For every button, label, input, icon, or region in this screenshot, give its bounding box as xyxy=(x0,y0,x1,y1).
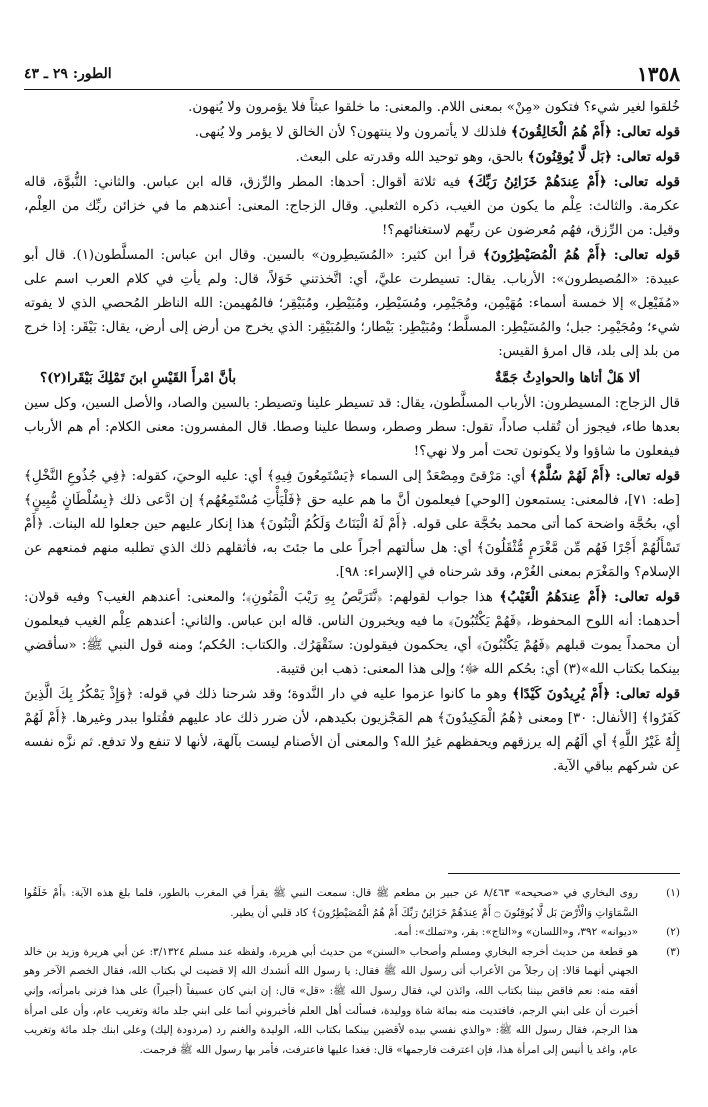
paragraph: قوله تعالى: ﴿بَل لَّا يُوقِنُونَ﴾ بالحق، وهو توحيد الله وقدرته على البعث. xyxy=(295,149,680,165)
main-text xyxy=(24,96,680,779)
hemistich-second: بأنَّ امْرأَ القَيْسِ ابنَ تَمْلِكَ بَيْقَرا(٢)؟ xyxy=(40,370,237,386)
paragraph: قوله تعالى: ﴿أَمْ لَهُمْ سُلَّمٌ﴾ أي: مَرْقىً ومِصْعَدٌ إلى السماء ﴿يَسْتَمِعُونَ فِيهِ﴾ أي: عليه الوحيَ، كقوله: ﴿فِي جُذُوعِ النَّخْلِ﴾ [طه: ٧١]، فالمعنى: يستمعون [الوحي] فيعلمون أنَّ ما هم عليه حق ﴿فَلْيَأْتِ مُسْتَمِعُهُم﴾ إن ادَّعى ذلك ﴿بِسُلْطَانٍ مُّبِينٍ﴾ أي، بحُجَّة واضحة كما أتى محمد بحُجَّة على قوله. ﴿أَمْ لَهُ الْبَنَاتُ وَلَكُمُ الْبَنُونَ﴾ هذا إنكار عليهم حين جعلوا لله البنات. ﴿أَمْ تَسْأَلُهُمْ أَجْرًا فَهُم مِّن مَّغْرَمٍ مُّثْقَلُونَ﴾ أي: هل سألتهم أجراً على ما جئتَ به، فأثقلهم ذلك الذي تطلبه منهم فمنعهم عن الإسلام؟ والمَغْرَم بمعنى الغُرْم، وقد شرحناه في [الإسراء: ٩٨]. xyxy=(24,468,680,580)
header-rule xyxy=(24,89,680,90)
paragraph: قال الزجاج: المسيطرون: الأرباب المسلَّطون، يقال: قد تسيطر علينا وتصيطر: بالسين والصاد، والأصل السين، وكل سين بعدها طاء، فيجوز أن تُقلب صاداً، تقول: سطر وصطر، وسطا علينا وصطا. قال المفسرون: معنى الكلام: أم هم الأرباب فيفعلون ما شاؤوا ولا يكونون تحت أمر ولا نهي؟! xyxy=(24,396,680,459)
poetry-verse xyxy=(24,364,680,392)
footnote: (١) روى البخاري في «صحيحه» ٨/٤٦٣ عن جبير بن مطعم ﷺ قال: سمعت النبي ﷺ يقرأ في المغرب بالطور، فلما بلغ هذه الآية: ﴿أَمْ خَلَقُوا السَّمَاوَاتِ وَالْأَرْضَ بَل لَّا يُوقِنُونَ ۝ أَمْ عِندَهُمْ خَزَائِنُ رَبِّكَ أَمْ هُمُ الْمُصَيْطِرُونَ﴾ كاد قلبي أن يطير. xyxy=(24,887,680,919)
paragraph: قوله تعالى: ﴿أَمْ هُمُ الْخَالِقُونَ﴾ فلذلك لا يأتمرون ولا ينتهون؟ لأن الخالق لا يؤمر ولا يُنهى. xyxy=(194,124,680,140)
footnote: (٣) هو قطعة من حديث أخرجه البخاري ومسلم وأصحاب «السنن» من حديث أبي هريرة، ولفظه عند مسلم ٣/١٣٢٤: عن أبي هريرة وزيد بن خالد الجهني أنهما قالا: إن رجلاً من الأعراب أتى رسول الله ﷺ فقال: يا رسول الله أنشدك الله إلا قضيت لي بكتاب الله، فقال الخصم الآخر وهو أفقه منه: نعم فاقض بيننا بكتاب الله، وائذن لي، فقال رسول الله ﷺ: «قل» قال: إن ابني كان عسيفاً (أجيراً) على هذا فزنى بامرأته، وإني أخبرت أن على ابني الرجم، فافتديت منه بمائة شاة ووليدة، فسألت أهل العلم فأخبروني أنما على ابني جلد مائة وتغريب عام، وأن على امرأة هذا الرجم، فقال رسول الله ﷺ: «والذي نفسي بيده لأقضين بينكما بكتاب الله، الوليدة والغنم رد (مردودة إليك) وعلى ابنك جلد مائة وتغريب عام، واغد يا أنيس إلى امرأة هذا، فإن اعترفت فارجمها» قال: فغدا عليها فاعترفت، فأمر بها رسول الله ﷺ فرجمت. xyxy=(24,945,680,1056)
page-header xyxy=(24,62,680,86)
footnotes xyxy=(24,884,680,1060)
paragraph: قوله تعالى: ﴿أَمْ هُمُ الْمُصَيْطِرُونَ﴾ قرأ ابن كثير: «المُسَيطِرون» بالسين. وقال ابن عباس: المسلَّطون(١). قال أبو عبيدة: «المُصيطرون»: الأرباب. يقال: تسيطرت عليَّ، أي: اتَّخذتني خَوَلاً، قال: ولم يأتِ في كلام العرب اسم على «مُفَيْعِل» إلا خمسة أسماء: مُهَيْمِن، ومُجَيْمِر، ومُسَيْطِر، ومُبَيْطِر، ومُبَيْقِر؛ فالمُهيمن: الله الناظر المُحصي الذي لا يفوته شيء؛ ومُجَيْمِر: جبل؛ والمُسَيْطِر: المسلَّط؛ ومُبَيْطِر: بَيْطار؛ والمُبَيْقِر: الذي يخرج من أرض إلى أرض، يقال: بَيْقَر: إذا خرج من بلد إلى بلد، قال امرؤ القيس: xyxy=(24,247,680,359)
footnote-rule xyxy=(448,873,680,874)
page-number: ١٣٥٨ xyxy=(637,62,680,86)
hemistich-first: ألا هَلْ أتاها والحوادِثُ جَمَّةٌ xyxy=(494,370,640,386)
paragraph: قوله تعالى: ﴿أَمْ عِندَهُمْ خَزَائِنُ رَبِّكَ﴾ فيه ثلاثة أقوال: أحدها: المطر والرِّزق، قاله ابن عباس. والثاني: النُّبوَّة، قاله عكرمة. والثالث: عِلْم ما يكون من الغيب، ذكره الثعلبي. وقال الزجاج: المعنى: أعندهم ما في خزائن ربِّك من العِلْم، وقيل: من الرِّزق، فهُم مُعرضون عن ربِّهم لاستغنائهم؟! xyxy=(24,174,680,238)
paragraph: خُلقوا لغير شيء؟ فتكون «مِنْ» بمعنى اللام. والمعنى: ما خلقوا عبثاً فلا يؤمرون ولا يُنهون. xyxy=(188,100,680,115)
paragraph: قوله تعالى: ﴿أَمْ يُرِيدُونَ كَيْدًا﴾ وهو ما كانوا عزموا عليه في دار النَّدوة؛ وقد شرحنا ذلك في قوله: ﴿وَإِذْ يَمْكُرُ بِكَ الَّذِينَ كَفَرُوا﴾ [الأنفال: ٣٠] ومعنى ﴿هُمُ الْمَكِيدُونَ﴾ هم المَجْزيون بكيدهم، لأن ضرر ذلك عاد عليهم فقُتلوا ببدر وغيرها. ﴿أَمْ لَهُمْ إِلَٰهٌ غَيْرُ اللَّهِ﴾ أي ألَهُم إله يرزقهم ويحفظهم غيرُ الله؟ والمعنى أن الأصنام ليست بآلهة، لأنها لا تنفع ولا تدفع. ثم نزَّه نفسه عن شركهم بباقي الآية. xyxy=(24,686,680,774)
surah-reference: الطور: ٢٩ ـ ٤٣ xyxy=(24,66,112,82)
paragraph: قوله تعالى: ﴿أَمْ عِندَهُمُ الْغَيْبُ﴾ هذا جواب لقولهم: ﴿نَّتَرَبَّصُ بِهِ رَيْبَ الْمَنُونِ﴾؛ والمعنى: أعندهم الغيب؟ وفيه قولان: أحدهما: أنه اللوح المحفوظ، ﴿فَهُمْ يَكْتُبُونَ﴾ ما فيه ويخبرون الناس. قاله ابن عباس. والثاني: أعندهم عِلْم الغيب فيعلمون أن محمداً يموت قبلهم ﴿فَهُمْ يَكْتُبُونَ﴾ أي، يحكمون فيقولون: سنَقْهَرُك. والكتاب: الحُكم؛ ومنه قول النبي ﷺ: «سأقضي بينكما بكتاب الله»(٣) أي: بحُكم الله ﷻ؛ وإلى هذا المعنى: ذهب ابن قتيبة. xyxy=(24,589,680,677)
footnote: (٢) «ديوانه» ٣٩٢، و«اللسان» و«التاج»: بقر، و«تملك»: أمه. xyxy=(394,926,680,939)
